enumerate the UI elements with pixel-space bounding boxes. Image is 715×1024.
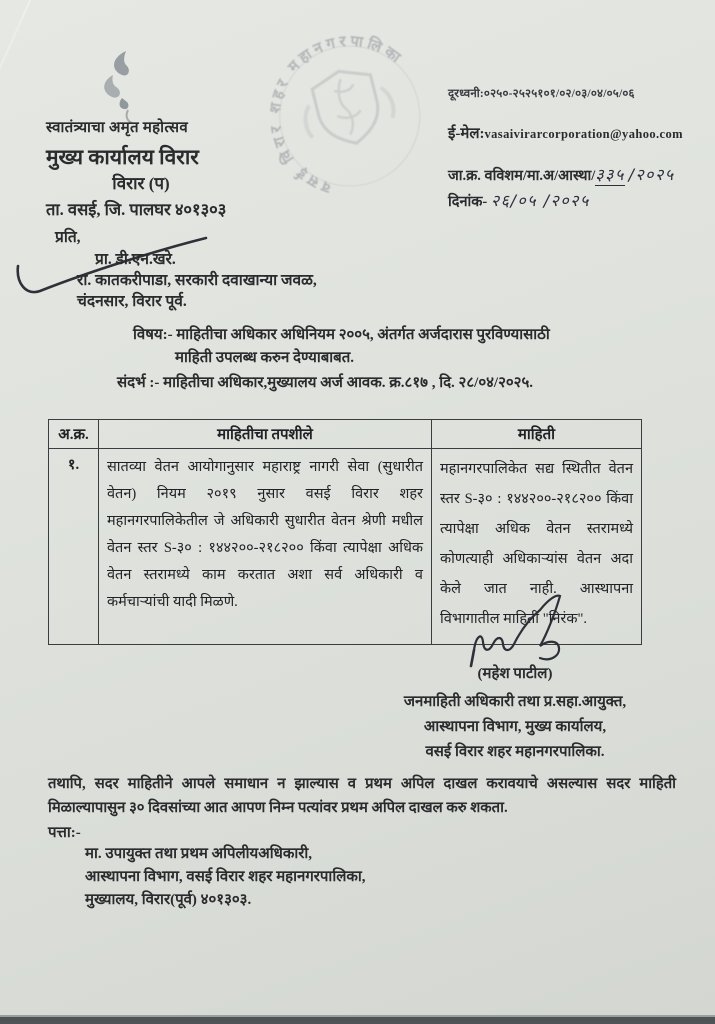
signatory-name: (महेश पाटील) (477, 666, 553, 682)
cell-details: सातव्या वेतन आयोगानुसार महाराष्ट्र नागरी सेवा (सुधारीत वेतन) नियम २०१९ नुसार वसई विरार शहर महानगरपालिकेतील जे अधिकारी सुधारीत वेतन श्रेणी मधील वेतन स्तर S-३० : १४४२००-२१८२०० किंवा त्यापेक्षा अधिक वेतन स्तरामध्ये काम करतात अशा सर्व अधिकारी व कर्मचाऱ्यांची यादी मिळणे. (99, 449, 432, 645)
signatory-designation-3: वसई विरार शहर महानगरपालिका. (425, 744, 605, 760)
recipient-block (55, 228, 317, 311)
letterhead-left (46, 118, 276, 222)
handwritten-signature (452, 592, 582, 670)
ref-label: जा.क्र. वविशम/मा.अ/आस्था/ (448, 168, 596, 184)
office-address: ता. वसई, जि. पालघर ४०१३०३ (46, 199, 227, 219)
email-label: ई-मेल: (448, 126, 485, 142)
appeal-address-line3: मुख्यालय, विरार(पूर्व) ४०१३०३. (85, 892, 252, 908)
appeal-address-line2: आस्थापना विभाग, वसई विरार शहर महानगरपालिका, (85, 869, 366, 885)
scan-edge-shadow (0, 1017, 715, 1024)
cell-sr-no: १. (49, 449, 99, 645)
reference-line: संदर्भ :- माहितीचा अधिकार,मुख्यालय अर्ज आवक. क्र.८१७ , दि. २८/०४/२०२५. (117, 375, 534, 391)
recipient-name: प्रा. डी.एन.खरे. (95, 251, 176, 268)
cell-information: महानगरपालिकेत सद्य स्थितीत वेतन स्तर S-३० : १४४२००-२१८२०० किंवा त्यापेक्षा अधिक वेतन स्तरामध्ये कोणत्याही अधिकाऱ्यांस वेतन अदा केले जात नाही. आस्थापना विभागातील माहिती "निरंक". (432, 449, 642, 645)
amrit-mahotsav-flame-icon (82, 48, 154, 124)
subject-line2: माहिती उपलब्ध करुन देण्याबाबत. (175, 350, 355, 366)
header-details: माहितीचा तपशीले (99, 420, 432, 449)
date-line (448, 189, 710, 211)
seal-circular-text: वसई विरार शहर महानगरपालिका (267, 33, 407, 196)
recipient-address-line2: चंदनसार, विरार पूर्व. (77, 293, 187, 310)
salutation: प्रति, (55, 229, 81, 246)
date-label: दिनांक- (448, 194, 488, 210)
office-name: मुख्य कार्यालय विरार (46, 144, 199, 169)
recipient-address-line1: रा. कातकरीपाडा, सरकारी दवाखान्या जवळ, (77, 272, 317, 289)
email-address: vasaivirarcorporation@yahoo.com (484, 127, 683, 141)
signatory-block (355, 662, 675, 765)
subject-block (117, 324, 657, 395)
signatory-designation-2: आस्थापना विभाग, मुख्य कार्यालय, (423, 719, 607, 735)
paper-fold-line (0, 0, 40, 218)
header-sr-no: अ.क्र. (49, 420, 99, 449)
appeal-address-label: पत्ता:- (48, 825, 81, 841)
letterhead-right (448, 86, 710, 211)
svg-text:वसई विरार शहर महानगरपालिका (250, 20, 435, 206)
date-value-handwritten: २६/०५ /२०२५ (490, 191, 590, 210)
tagline: स्वातंत्र्याचा अमृत महोत्सव (46, 120, 189, 136)
email-line (448, 123, 710, 143)
appeal-address-block (85, 843, 366, 912)
branch-name: विरार (प) (112, 174, 170, 194)
header-information: माहिती (432, 420, 642, 449)
ref-year-handwritten: /२०२५ (628, 165, 675, 184)
outward-ref-line (448, 163, 710, 185)
appeal-address-line1: मा. उपायुक्त तथा प्रथम अपिलीयअधिकारी, (85, 846, 312, 862)
subject-line1: विषय:- माहितीचा अधिकार अधिनियम २००५, अंतर्गत अर्जदारास पुरविण्यासाठी (133, 327, 550, 343)
signatory-designation-1: जनमाहिती अधिकारी तथा प्र.सहा.आयुक्त, (403, 694, 627, 710)
appeal-paragraph: तथापि, सदर माहितीने आपले समाधान न झाल्यास व प्रथम अपिल दाखल करावयाचे असल्यास सदर माहिती मिळाल्यापासुन ३० दिवसांच्या आत आपण निम्न पत्यांवर प्रथम अपिल दाखल करु शकता. (48, 776, 676, 816)
phone-line: दूरध्वनी:०२५०-२५२५१०१/०२/०३/०४/०५/०६ (448, 88, 635, 100)
table-header-row (49, 420, 642, 449)
ref-number-handwritten: ३३५ (595, 165, 625, 184)
